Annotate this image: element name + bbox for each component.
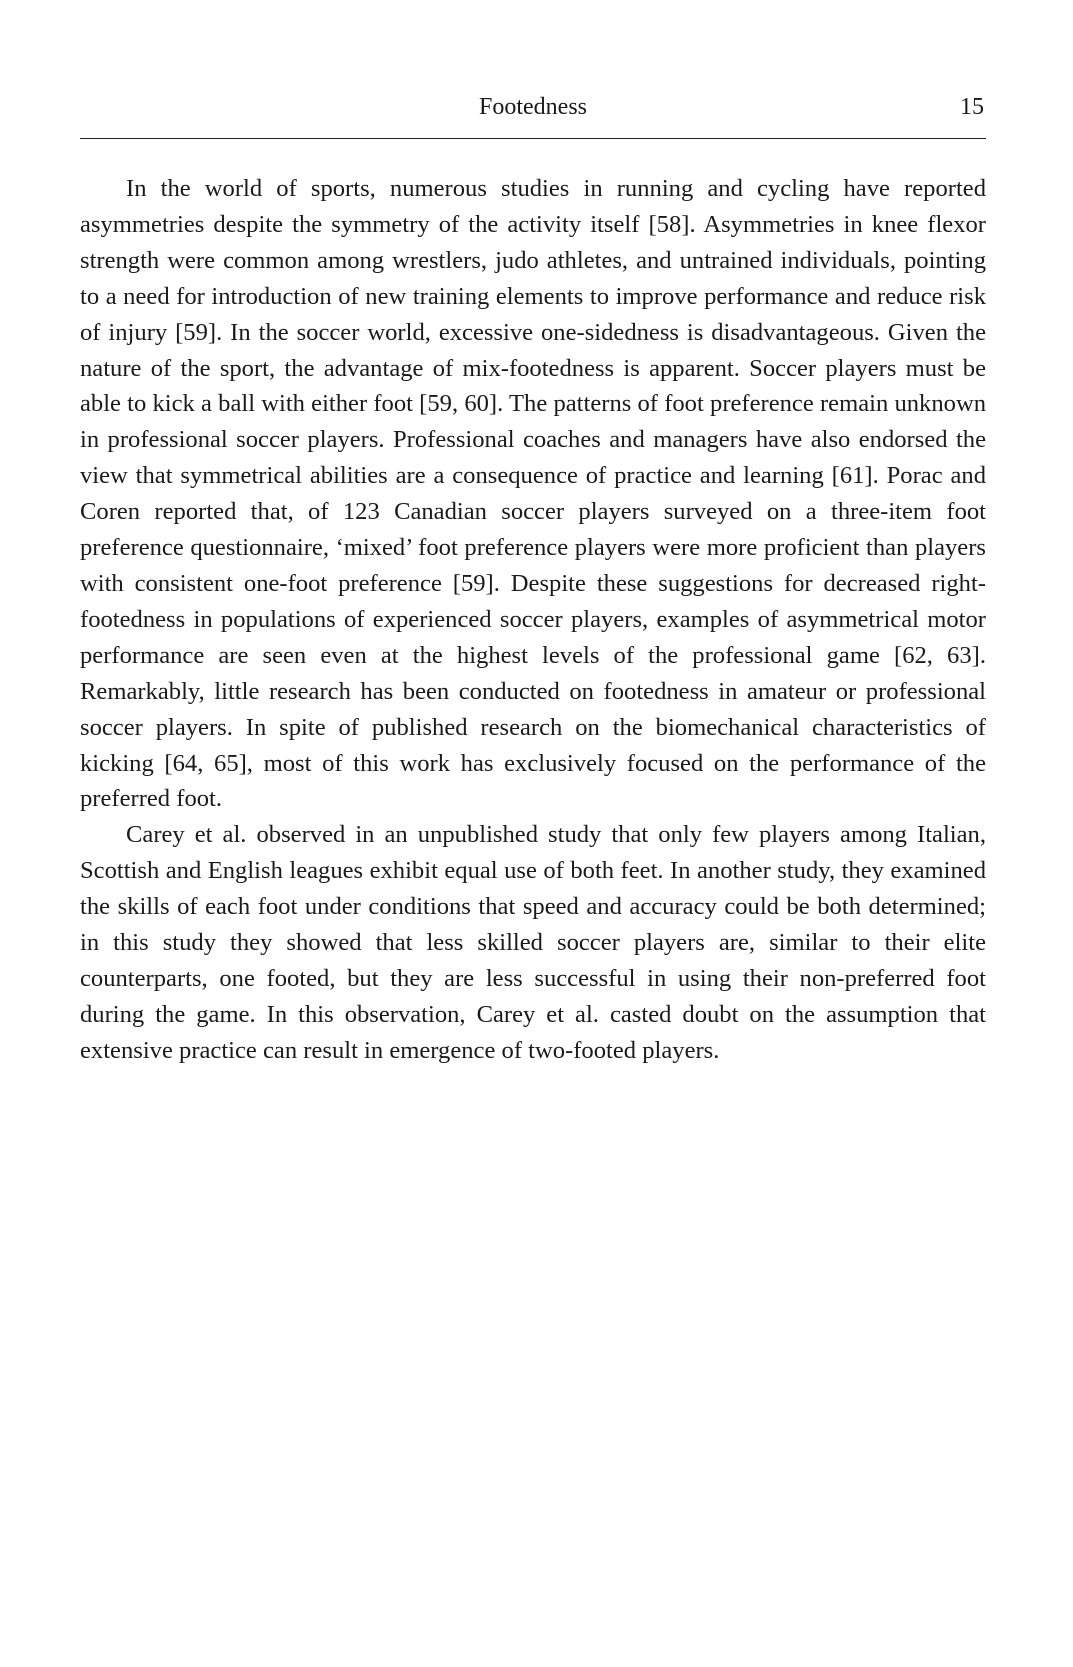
running-header xyxy=(80,0,986,139)
chapter-title: Footedness xyxy=(479,94,587,120)
body-text xyxy=(80,171,986,1069)
book-page xyxy=(80,0,986,1069)
paragraph-2: Carey et al. observed in an unpublished study that only few players among Italian, Scottish and English leagues exhibit equal use of both feet. In another study, they examined the skills of each foot under conditions that speed and accuracy could be both determined; in this study they showed that less skilled soccer players are, similar to their elite counterparts, one footed, but they are less successful in using their non-preferred foot during the game. In this observation, Carey et al. casted doubt on the assumption that extensive practice can result in emergence of two-footed players. xyxy=(80,821,986,1064)
paragraph-1: In the world of sports, numerous studies in running and cycling have reported asymmetries despite the symmetry of the activity itself [58]. Asymmetries in knee flexor strength were common among wrestlers, judo athletes, and untrained individuals, pointing to a need for introduction of new training elements to improve performance and reduce risk of injury [59]. In the soccer world, excessive one-sidedness is disadvantageous. Given the nature of the sport, the advantage of mix-footedness is apparent. Soccer players must be able to kick a ball with either foot [59, 60]. The patterns of foot preference remain unknown in professional soccer players. Professional coaches and managers have also endorsed the view that symmetrical abilities are a consequence of practice and learning [61]. Porac and Coren reported that, of 123 Canadian soccer players surveyed on a three-item foot preference questionnaire, ‘mixed’ foot preference players were more proficient than players with consistent one-foot preference [59]. Despite these suggestions for decreased right-footedness in populations of experienced soccer players, examples of asymmetrical motor performance are seen even at the highest levels of the professional game [62, 63]. Remarkably, little research has been conducted on footedness in amateur or professional soccer players. In spite of published research on the biomechanical characteristics of kicking [64, 65], most of this work has exclusively focused on the performance of the preferred foot. xyxy=(80,175,986,813)
page-number: 15 xyxy=(960,94,984,120)
